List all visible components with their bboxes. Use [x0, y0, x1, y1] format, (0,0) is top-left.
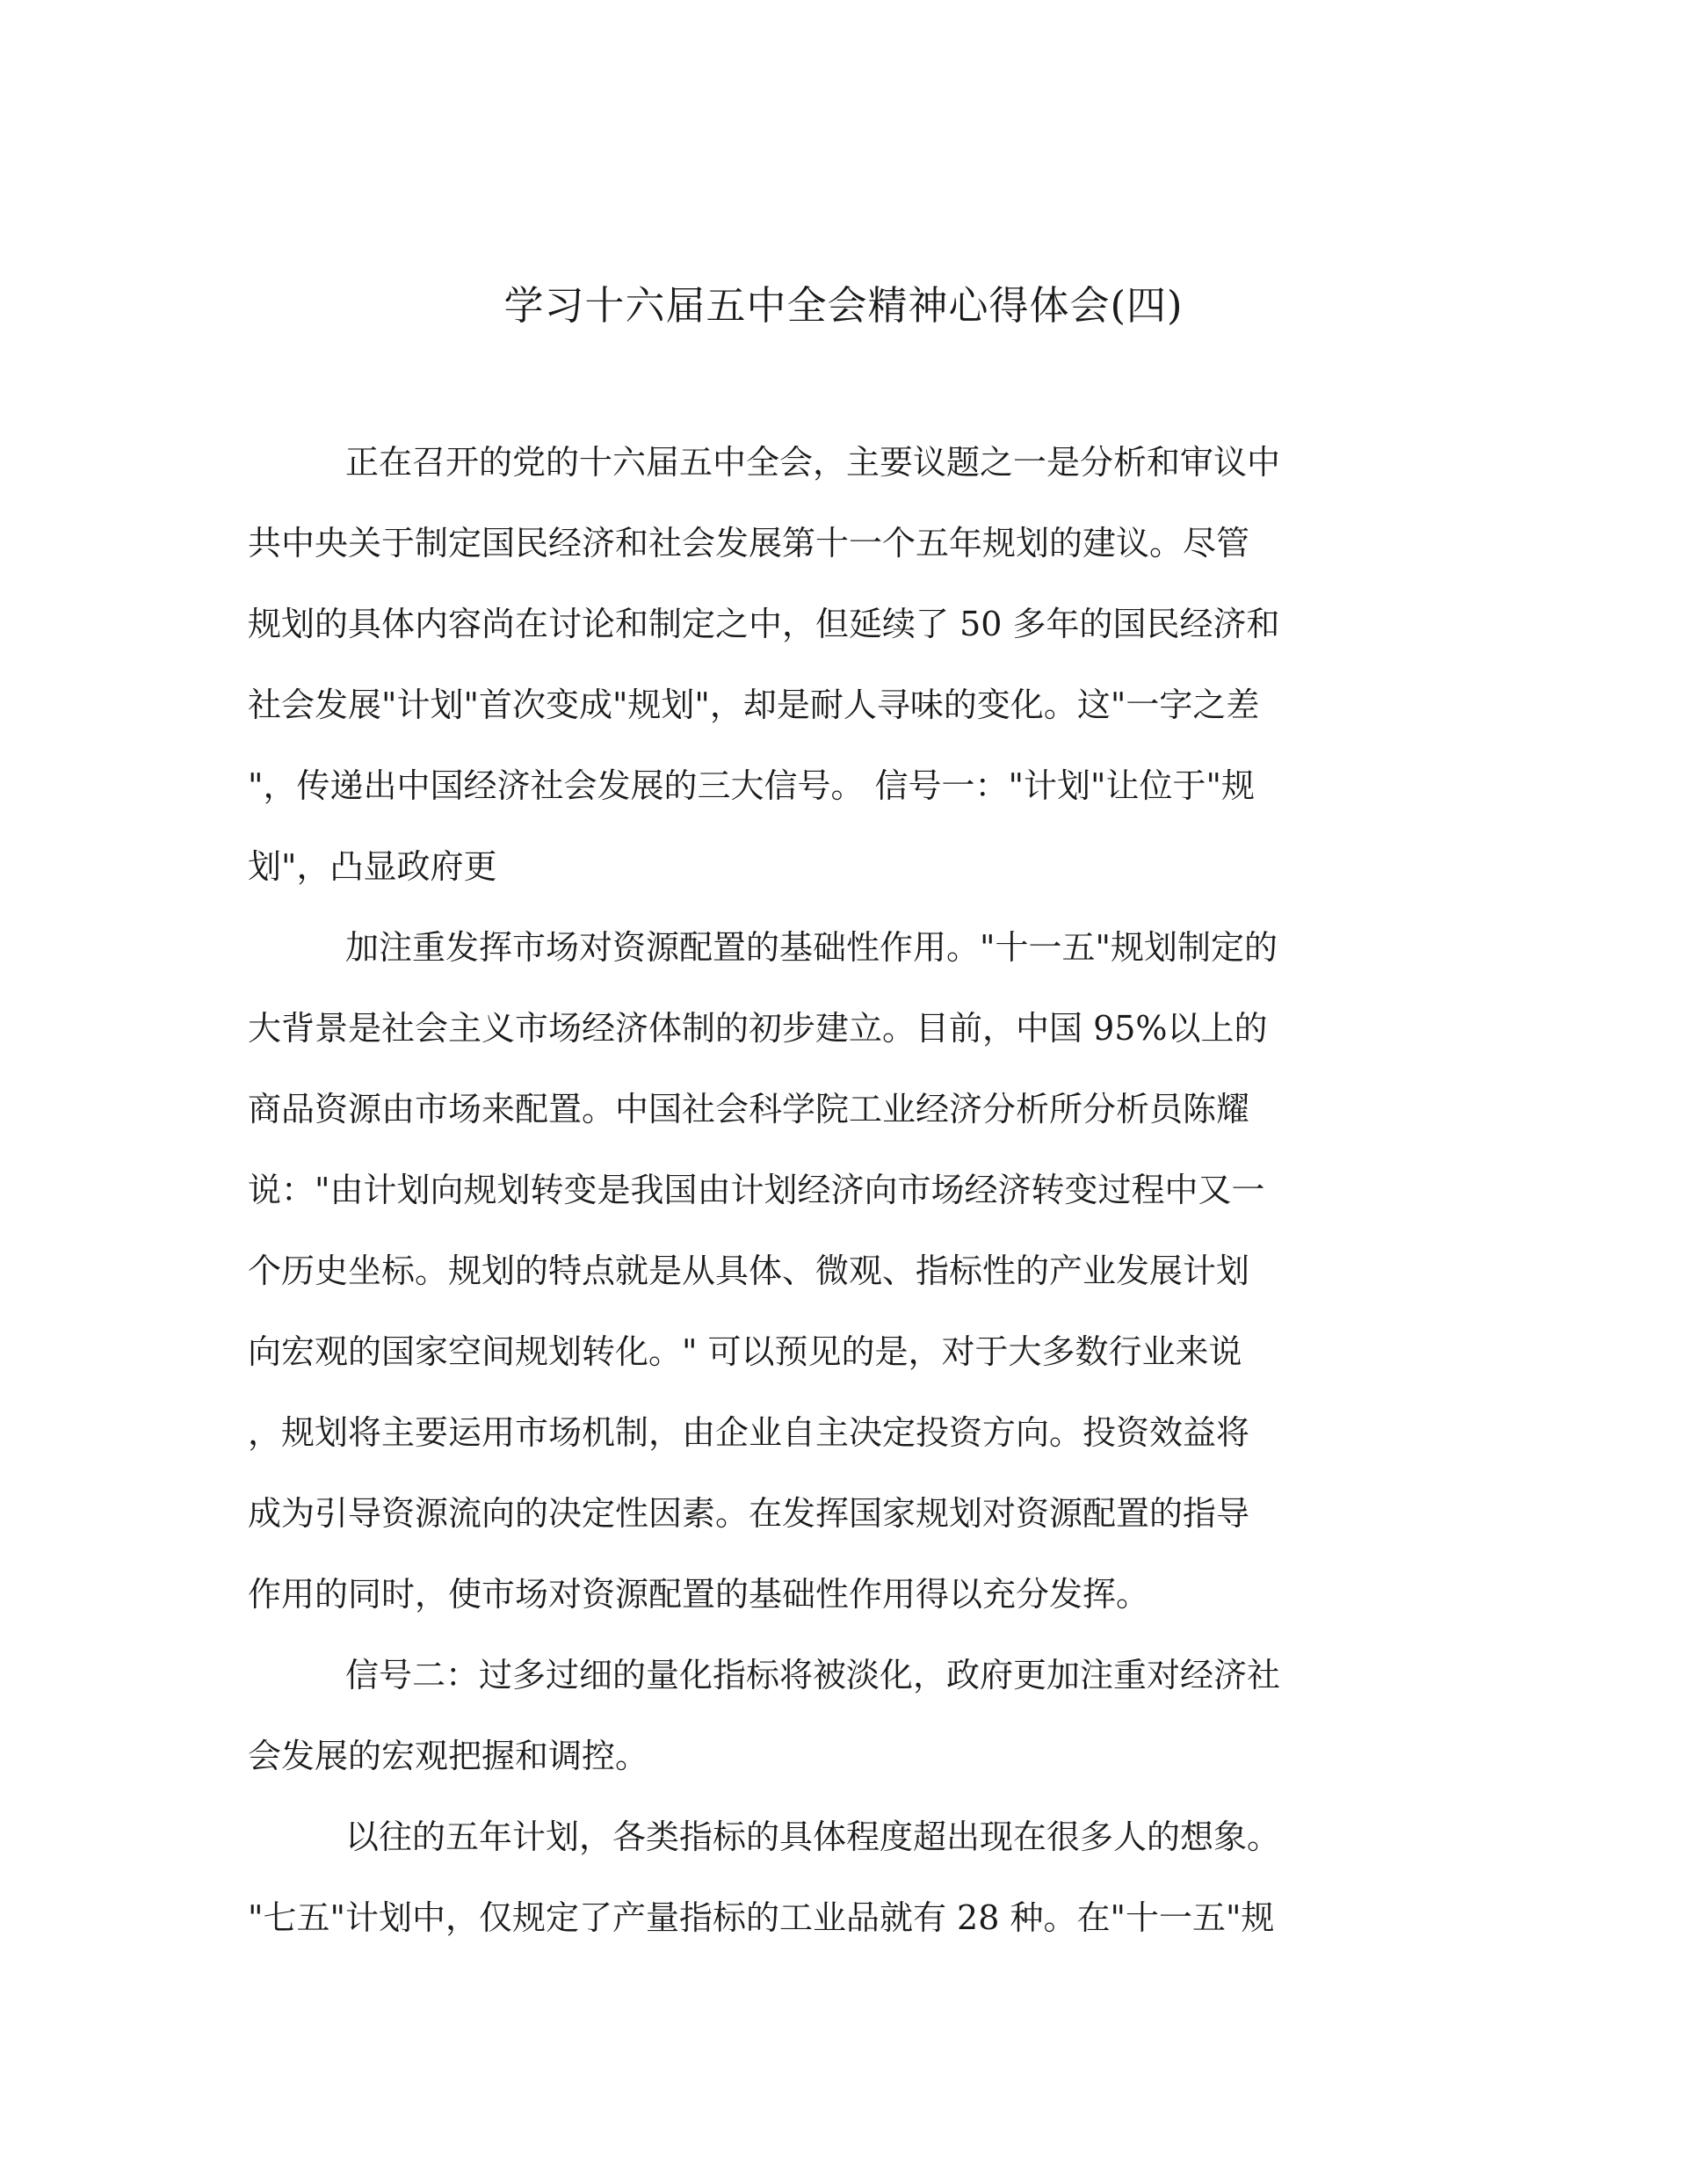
paragraph-1-line-5: "，传递出中国经济社会发展的三大信号。 信号一："计划"让位于"规 — [248, 766, 1255, 805]
paragraph-2-line-5: 个历史坐标。规划的特点就是从具体、微观、指标性的产业发展计划 — [248, 1252, 1250, 1290]
document-title: 学习十六届五中全会精神心得体会(四) — [503, 282, 1184, 329]
paragraph-3-line-1: 信号二：过多过细的量化指标将被淡化，政府更加注重对经济社 — [345, 1656, 1281, 1694]
paragraph-2-line-1: 加注重发挥市场对资源配置的基础性作用。"十一五"规划制定的 — [345, 928, 1278, 967]
paragraph-2-line-6: 向宏观的国家空间规划转化。" 可以预见的是，对于大多数行业来说 — [248, 1332, 1242, 1371]
paragraph-1-line-3: 规划的具体内容尚在讨论和制定之中，但延续了 50 多年的国民经济和 — [248, 605, 1280, 643]
paragraph-1-line-4: 社会发展"计划"首次变成"规划"，却是耐人寻味的变化。这"一字之差 — [248, 686, 1260, 724]
paragraph-1-line-6: 划"，凸显政府更 — [248, 847, 497, 886]
paragraph-4-line-1: 以往的五年计划，各类指标的具体程度超出现在很多人的想象。 — [345, 1818, 1281, 1856]
paragraph-2-line-3: 商品资源由市场来配置。中国社会科学院工业经济分析所分析员陈耀 — [248, 1090, 1250, 1128]
paragraph-2-line-9: 作用的同时，使市场对资源配置的基础性作用得以充分发挥。 — [248, 1575, 1150, 1614]
paragraph-2-line-8: 成为引导资源流向的决定性因素。在发挥国家规划对资源配置的指导 — [248, 1494, 1250, 1533]
paragraph-2-line-4: 说："由计划向规划转变是我国由计划经济向市场经济转变过程中又一 — [248, 1171, 1265, 1209]
paragraph-3-line-2: 会发展的宏观把握和调控。 — [248, 1737, 649, 1775]
paragraph-1-line-2: 共中央关于制定国民经济和社会发展第十一个五年规划的建议。尽管 — [248, 524, 1250, 562]
paragraph-2-line-2: 大背景是社会主义市场经济体制的初步建立。目前，中国 95%以上的 — [248, 1009, 1268, 1048]
paragraph-2-line-7: ，规划将主要运用市场机制，由企业自主决定投资方向。投资效益将 — [248, 1413, 1250, 1452]
paragraph-4-line-2: "七五"计划中，仅规定了产量指标的工业品就有 28 种。在"十一五"规 — [248, 1898, 1275, 1937]
paragraph-1-line-1: 正在召开的党的十六届五中全会，主要议题之一是分析和审议中 — [345, 443, 1281, 482]
